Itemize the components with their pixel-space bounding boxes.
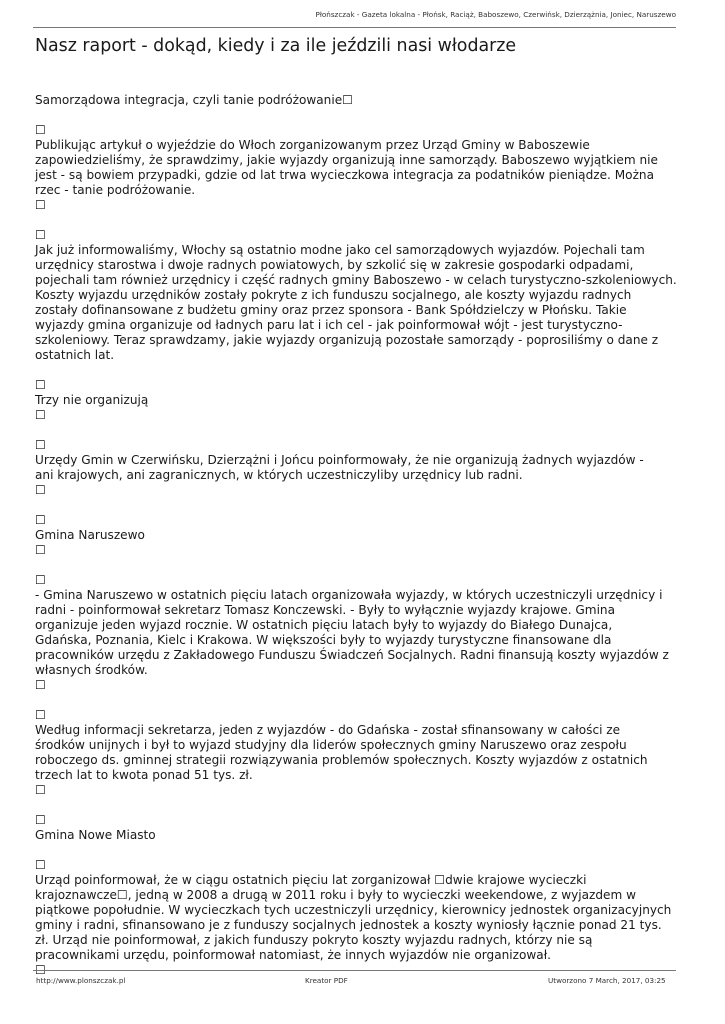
box-glyph: ☐: [35, 813, 46, 827]
box-glyph: ☐: [35, 678, 46, 692]
box-glyph: ☐: [35, 408, 46, 422]
footer-url-link[interactable]: http://www.plonszczak.pl: [36, 976, 126, 985]
header-rule: [33, 27, 676, 28]
article-body: [35, 93, 695, 978]
box-glyph: ☐: [35, 438, 46, 452]
box-glyph: ☐: [35, 783, 46, 797]
box-glyph: ☐: [35, 123, 46, 137]
running-head: Płońszczak - Gazeta lokalna - Płońsk, Raciąż, Baboszewo, Czerwińsk, Dzierzążnia, Joniec, Naruszewo: [315, 10, 676, 19]
box-glyph: ☐: [35, 573, 46, 587]
box-glyph: ☐: [35, 228, 46, 242]
article-subtitle: Samorządowa integracja, czyli tanie podróżowanie☐: [35, 93, 353, 107]
footer-created-date: Utworzono 7 March, 2017, 03:25: [548, 976, 666, 985]
box-glyph: ☐: [35, 513, 46, 527]
article-title: Nasz raport - dokąd, kiedy i za ile jeździli nasi włodarze: [35, 36, 517, 56]
box-glyph: ☐: [35, 858, 46, 872]
footer-rule: [33, 970, 676, 971]
paragraph-nowe-miasto: Urząd poinformował, że w ciągu ostatnich pięciu lat zorganizował ☐dwie krajowe wycieczki krajoznawcze☐, jedną w 2008 a drugą w 2011 roku i były to wycieczki weekendowe, z wyjazdem w piątkowe popołudnie. W wycieczkach tych uczestniczyli urzędnicy, kierownicy jednostek organizacyjnych gminy i radni, sfinansowano je z funduszy socjalnych jednostek a koszty wyniosły łącznie ponad 21 tys. zł. Urząd nie poinformował, z jakich funduszy pokryto koszty wyjazdu radnych, którzy nie są pracownikami urzędu, poinformował natomiast, że innych wyjazdów nie organizował.: [35, 873, 672, 962]
box-glyph: ☐: [35, 483, 46, 497]
paragraph-italy: Jak już informowaliśmy, Włochy są ostatnio modne jako cel samorządowych wyjazdów. Pojechali tam urzędnicy starostwa i dwoje radnych powiatowych, by szkolić się w zakresie gospodarki odpadami, pojechali tam również urzędnicy i część radnych gminy Baboszewo - w celach turystyczno-szkoleniowych. Koszty wyjazdu urzędników zostały pokryte z ich funduszu socjalnego, ale koszty wyjazdu radnych zostały dofinansowane z budżetu gminy oraz przez sponsora - Bank Spółdzielczy w Płońsku. Takie wyjazdy gmina organizuje od ładnych paru lat i ich cel - jak poinformował wójt - jest turystyczno- szkoleniowy. Teraz sprawdzamy, jakie wyjazdy organizują pozostałe samorządy - poprosiliśmy o dane z ostatnich lat.: [35, 243, 677, 362]
box-glyph: ☐: [35, 543, 46, 557]
section-heading-nowe-miasto: Gmina Nowe Miasto: [35, 828, 156, 842]
box-glyph: ☐: [35, 708, 46, 722]
paragraph-naruszewo: - Gmina Naruszewo w ostatnich pięciu latach organizowała wyjazdy, w których uczestniczyli urzędnicy i radni - poinformował sekretarz Tomasz Konczewski. - Były to wyłącznie wyjazdy krajowe. Gmina organizuje jeden wyjazd rocznie. W ostatnich pięciu latach były to wyjazdy do Białego Dunajca, Gdańska, Poznania, Kielc i Krakowa. W większości były to wyjazdy turystyczne finansowane dla pracowników urzędu z Zakładowego Funduszu Świadczeń Socjalnych. Radni finansują koszty wyjazdów z własnych środków.: [35, 588, 669, 677]
box-glyph: ☐: [35, 963, 46, 977]
section-heading-naruszewo: Gmina Naruszewo: [35, 528, 145, 542]
box-glyph: ☐: [35, 198, 46, 212]
box-glyph: ☐: [35, 378, 46, 392]
section-heading-trzy: Trzy nie organizują: [35, 393, 149, 407]
paragraph-intro: Publikując artykuł o wyjeździe do Włoch zorganizowanym przez Urząd Gminy w Baboszewie zapowiedzieliśmy, że sprawdzimy, jakie wyjazdy organizują inne samorządy. Baboszewo wyjątkiem nie jest - są bowiem przypadki, gdzie od lat trwa wycieczkowa integracja za podatników pieniądze. Można rzec - tanie podróżowanie.: [35, 138, 658, 197]
paragraph-gdansk: Według informacji sekretarza, jeden z wyjazdów - do Gdańska - został sfinansowany w całości ze środków unijnych i był to wyjazd studyjny dla liderów społecznych gminy Naruszewo oraz zespołu roboczego ds. gminnej strategii rozwiązywania problemów społecznych. Koszty wyjazdów z ostatnich trzech lat to kwota ponad 51 tys. zł.: [35, 723, 648, 782]
footer-generator: Kreator PDF: [305, 976, 348, 985]
paragraph-no-trips: Urzędy Gmin w Czerwińsku, Dzierzążni i Jońcu poinformowały, że nie organizują żadnych wyjazdów - ani krajowych, ani zagranicznych, w których uczestniczyliby urzędnicy lub radni.: [35, 453, 644, 482]
